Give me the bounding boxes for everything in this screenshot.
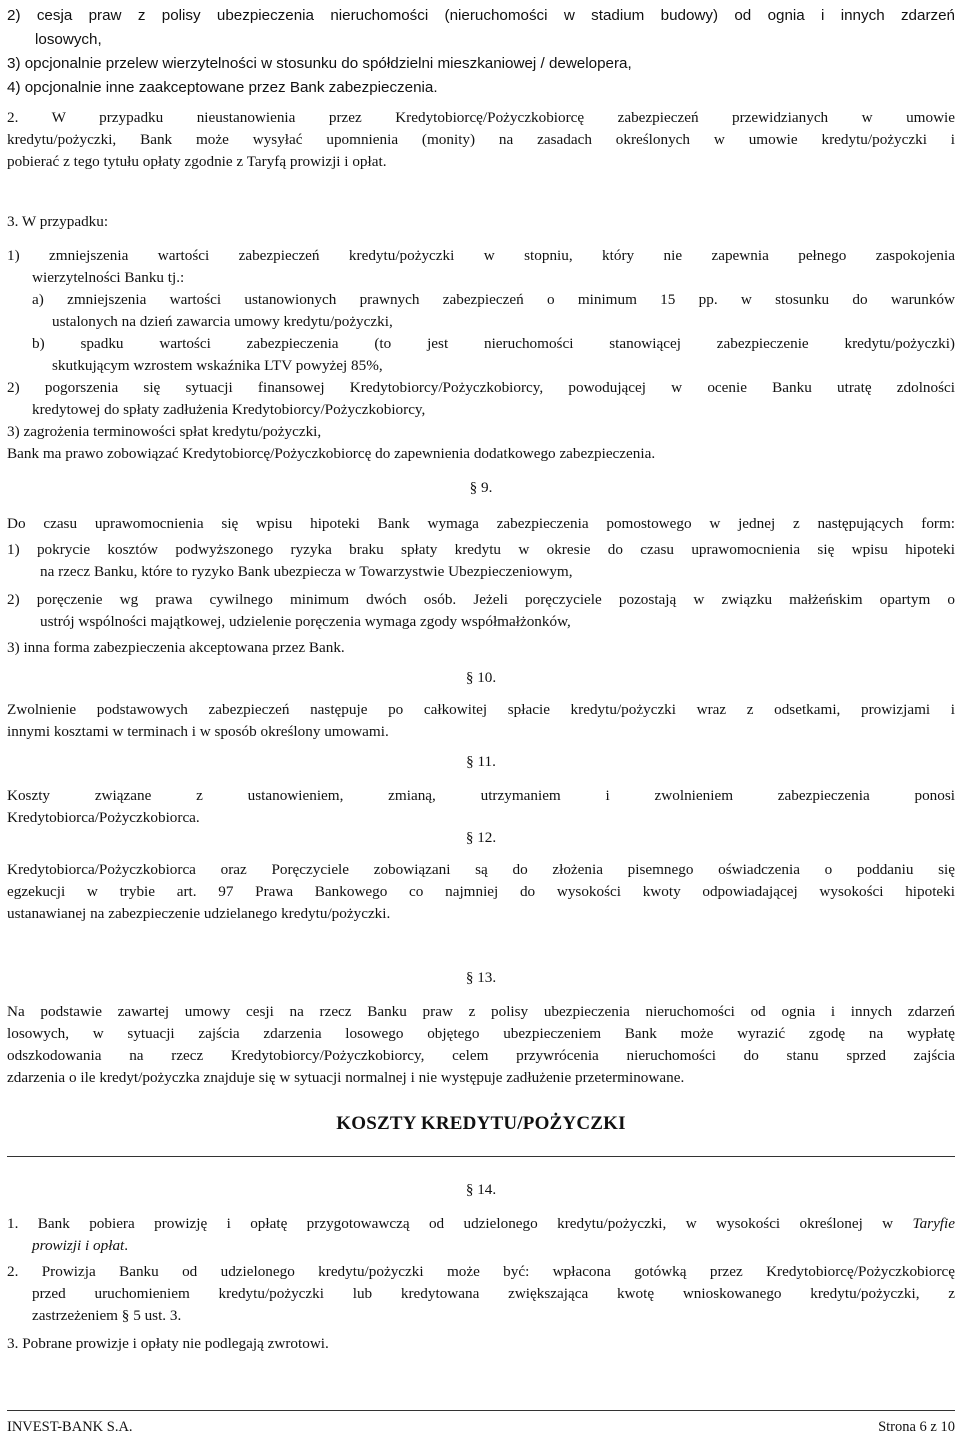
point-2-line: kredytu/pożyczki, Bank może wysyłać upomnienia (monity) na zasadach określonych w umowie kredytu/pożyczki i — [7, 131, 955, 148]
point-3-line: ustalonych na dzień zawarcia umowy kredytu/pożyczki, — [52, 313, 393, 330]
footer-divider — [7, 1410, 955, 1411]
point-3-line: Bank ma prawo zobowiązać Kredytobiorcę/Pożyczkobiorcę do zapewnienia dodatkowego zabezpieczenia. — [7, 445, 656, 462]
point-3-intro: 3. W przypadku: — [7, 213, 109, 230]
list-item: 2) cesja praw z polisy ubezpieczenia nieruchomości (nieruchomości w stadium budowy) od ognia i innych zdarzeń — [7, 7, 955, 24]
point-2-line: pobierać z tego tytułu opłaty zgodnie z Taryfą prowizji i opłat. — [7, 153, 387, 170]
point-3-line: b) spadku wartości zabezpieczenia (to jest nieruchomości stanowiącej zabezpieczenie kredytu/pożyczki) — [32, 335, 955, 352]
s13-line: zdarzenia o ile kredyt/pożyczka znajduje się w sytuacji normalnej i nie występuje zadłużenie przeterminowane. — [7, 1069, 685, 1086]
s14-point-3: 3. Pobrane prowizje i opłaty nie podlegają zwrotowi. — [7, 1335, 329, 1352]
paragraph-number: § 9. — [469, 479, 493, 496]
s14-point-1-text: 1. Bank pobiera prowizję i opłatę przygotowawczą od udzielonego kredytu/pożyczki, w wysokości określonej w — [7, 1215, 894, 1232]
paragraph-number: § 10. — [465, 669, 497, 686]
paragraph-number: § 14. — [465, 1181, 497, 1198]
s14-point-2-line: zastrzeżeniem § 5 ust. 3. — [32, 1307, 182, 1324]
point-3-line: 3) zagrożenia terminowości spłat kredytu/pożyczki, — [7, 423, 322, 440]
s12-line: ustanawianej na zabezpieczenie udzielanego kredytu/pożyczki. — [7, 905, 391, 922]
point-3-line: 1) zmniejszenia wartości zabezpieczeń kredytu/pożyczki w stopniu, który nie zapewnia pełnego zaspokojenia — [7, 247, 955, 264]
s14-point-1-line — [7, 1214, 955, 1234]
point-3-line: skutkującym wzrostem wskaźnika LTV powyżej 85%, — [52, 357, 383, 374]
section-divider — [7, 1156, 955, 1157]
s10-line: innymi kosztami w terminach i w sposób określony umowami. — [7, 723, 389, 740]
list-item-continuation: losowych, — [35, 31, 102, 48]
paragraph-number: § 13. — [465, 969, 497, 986]
s9-line: ustrój wspólności majątkowej, udzielenie poręczenia wymaga zgody współmałżonków, — [40, 613, 571, 630]
s14-point-2-line: 2. Prowizja Banku od udzielonego kredytu/pożyczki może być: wpłacona gotówką przez Kredytobiorcę/Pożyczkobiorcę — [7, 1263, 955, 1280]
footer-bank-name: INVEST-BANK S.A. — [7, 1419, 133, 1435]
s13-line: odszkodowania na rzecz Kredytobiorcy/Pożyczkobiorcy, celem przywrócenia nieruchomości do stanu sprzed zajścia — [7, 1047, 955, 1064]
s9-line: 2) poręczenie wg prawa cywilnego minimum dwóch osób. Jeżeli poręczyciele pozostają w związku małżeńskim opartym o — [7, 591, 955, 608]
s13-line: losowych, w sytuacji zajścia zdarzenia losowego objętego ubezpieczeniem Bank może wyrazić zgodę na wypłatę — [7, 1025, 955, 1042]
s9-line: 3) inna forma zabezpieczenia akceptowana przez Bank. — [7, 639, 345, 656]
list-item: 4) opcjonalnie inne zaakceptowane przez Bank zabezpieczenia. — [7, 79, 438, 96]
point-2-line: 2. W przypadku nieustanowienia przez Kredytobiorcę/Pożyczkobiorcę zabezpieczeń przewidzianych w umowie — [7, 109, 955, 126]
s14-point-2-line: przed uruchomieniem kredytu/pożyczki lub kredytowana zwiększająca kwotę wnioskowanego kredytu/pożyczki, z — [32, 1285, 955, 1302]
s14-point-1-continuation — [32, 1236, 128, 1256]
s9-line: na rzecz Banku, które to ryzyko Bank ubezpiecza w Towarzystwie Ubezpieczeniowym, — [40, 563, 573, 580]
point-3-line: wierzytelności Banku tj.: — [32, 269, 185, 286]
tariff-reference: Taryfie — [912, 1215, 955, 1232]
list-item: 3) opcjonalnie przelew wierzytelności w stosunku do spółdzielni mieszkaniowej / dewelopera, — [7, 55, 632, 72]
s9-line: 1) pokrycie kosztów podwyższonego ryzyka braku spłaty kredytu w okresie do czasu uprawomocnienia się wpisu hipoteki — [7, 541, 955, 558]
s10-line: Zwolnienie podstawowych zabezpieczeń następuje po całkowitej spłacie kredytu/pożyczki wraz z odsetkami, prowizjami i — [7, 701, 955, 718]
s9-line: Do czasu uprawomocnienia się wpisu hipoteki Bank wymaga zabezpieczenia pomostowego w jednej z następujących form: — [7, 515, 955, 532]
point-3-line: kredytowej do spłaty zadłużenia Kredytobiorcy/Pożyczkobiorcy, — [32, 401, 426, 418]
point-3-line: a) zmniejszenia wartości ustanowionych prawnych zabezpieczeń o minimum 15 pp. w stosunku do warunków — [32, 291, 955, 308]
section-title: KOSZTY KREDYTU/POŻYCZKI — [336, 1113, 626, 1134]
footer-page-number: Strona 6 z 10 — [878, 1419, 955, 1435]
s13-line: Na podstawie zawartej umowy cesji na rzecz Banku praw z polisy ubezpieczenia nieruchomości od ognia i innych zdarzeń — [7, 1003, 955, 1020]
point-3-line: 2) pogorszenia się sytuacji finansowej Kredytobiorcy/Pożyczkobiorcy, powodującej w ocenie Banku utratę zdolności — [7, 379, 955, 396]
period: . — [124, 1237, 129, 1254]
s12-line: egzekucji w trybie art. 97 Prawa Bankowego co najmniej do wysokości kwoty odpowiadającej wysokości hipoteki — [7, 883, 955, 900]
s12-line: Kredytobiorca/Pożyczkobiorca oraz Poręczyciele zobowiązani są do złożenia pisemnego oświadczenia o poddaniu się — [7, 861, 955, 878]
s11-line: Koszty związane z ustanowieniem, zmianą, utrzymaniem i zwolnieniem zabezpieczenia ponosi — [7, 787, 955, 804]
paragraph-number: § 11. — [466, 753, 496, 770]
paragraph-number: § 12. — [465, 829, 497, 846]
tariff-reference: prowizji i opłat — [32, 1237, 125, 1254]
s11-line: Kredytobiorca/Pożyczkobiorca. — [7, 809, 200, 826]
